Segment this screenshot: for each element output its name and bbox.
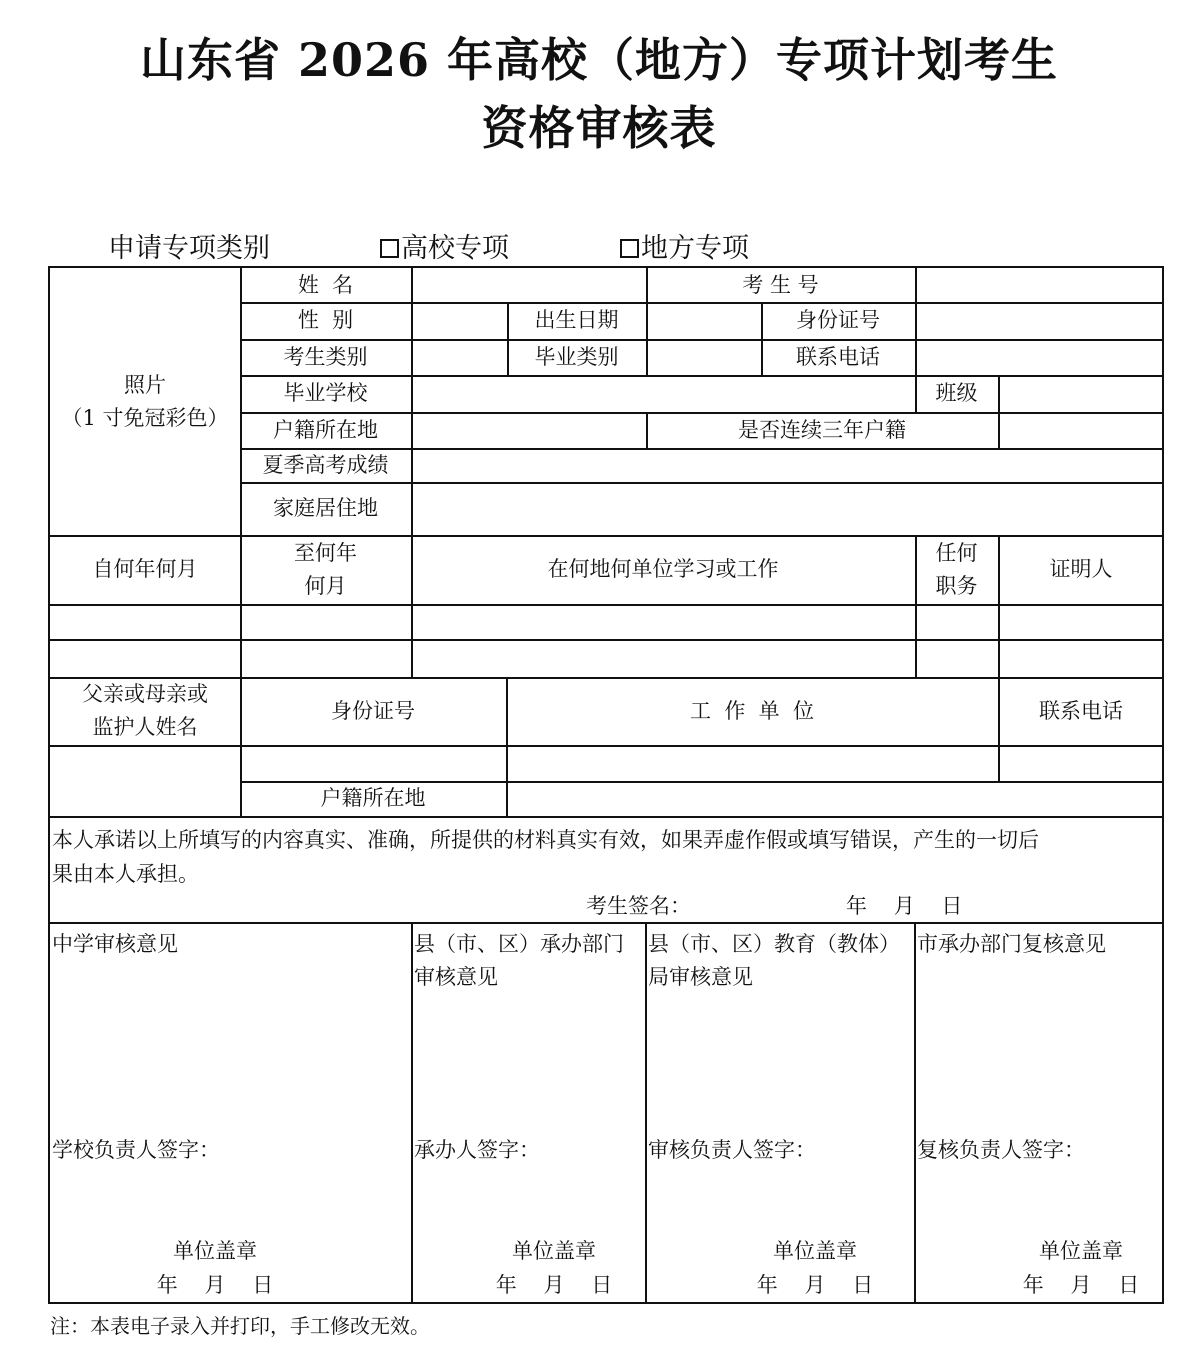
parent-id-label: 身份证号 [331, 698, 415, 723]
review-county-edu-date: 年 月 日 [756, 1272, 874, 1297]
history-duty-label [915, 535, 998, 604]
category-option-label: 地方专项 [641, 233, 749, 264]
review-county-dept-date: 年 月 日 [495, 1272, 613, 1297]
parent-name-label [50, 677, 240, 745]
grid-line [915, 268, 917, 302]
hukou-label: 户籍所在地 [273, 417, 378, 442]
form-table [48, 266, 1164, 1304]
three-years-label: 是否连续三年户籍 [738, 417, 906, 442]
footer-note: 注：本表电子录入并打印，手工修改无效。 [50, 1314, 430, 1338]
student-type-label: 考生类别 [283, 344, 368, 369]
grid-line [50, 639, 1164, 641]
promise-line1: 本人承诺以上所填写的内容真实、准确，所提供的材料真实有效，如果弄虚作假或填写错误，产生的一切后 [52, 828, 1039, 852]
review-county-dept-title: 县（市、区）承办部门 [414, 932, 624, 956]
class-label: 班级 [935, 381, 978, 406]
photo-note: （1 寸免冠彩色） [61, 405, 229, 430]
checkbox-local[interactable] [620, 239, 639, 258]
category-option-local[interactable] [620, 226, 749, 265]
photo-box[interactable] [50, 268, 240, 535]
category-option-label: 高校专项 [401, 233, 509, 264]
review-school-seal: 单位盖章 [173, 1238, 257, 1263]
review-school-signer: 学校负责人签字： [52, 1138, 220, 1162]
history-to-line1: 至何年 [294, 540, 357, 565]
student-signature-date: 年 月 日 [846, 894, 963, 918]
parent-work-unit-label: 工 作 单 位 [689, 698, 815, 723]
phone-label: 联系电话 [796, 344, 880, 369]
promise-line2: 果由本人承担。 [52, 862, 199, 886]
checkbox-university[interactable] [380, 239, 399, 258]
parent-phone-label: 联系电话 [1039, 698, 1123, 723]
parent-name-line2: 监护人姓名 [92, 715, 198, 739]
student-signature-label: 考生签名： [586, 894, 691, 918]
review-city-date: 年 月 日 [1022, 1272, 1140, 1297]
form-title: 山东省 2026 年高校（地方）专项计划考生 [139, 33, 1059, 87]
grid-line [998, 375, 1000, 448]
grid-line [50, 816, 1164, 818]
history-duty-line2: 职务 [935, 573, 978, 598]
review-county-dept-seal: 单位盖章 [512, 1238, 596, 1263]
history-duty-line1: 任何 [935, 540, 978, 565]
parent-hukou-label: 户籍所在地 [320, 786, 426, 811]
grid-line [915, 302, 917, 375]
id-no-label: 身份证号 [796, 308, 880, 333]
history-from-label: 自何年何月 [92, 557, 198, 582]
history-to-label [240, 535, 411, 604]
grid-line [50, 604, 1164, 606]
review-county-dept-signer: 承办人签字： [414, 1138, 540, 1162]
category-option-university[interactable] [380, 226, 509, 265]
grid-line [50, 745, 1164, 747]
parent-name-line1: 父亲或母亲或 [82, 682, 208, 707]
address-label: 家庭居住地 [273, 496, 378, 521]
review-school-title: 中学审核意见 [52, 932, 178, 956]
category-label: 申请专项类别 [108, 233, 270, 264]
review-city-title: 市承办部门复核意见 [917, 932, 1106, 956]
review-county-edu-title: 县（市、区）教育（教体） [648, 932, 900, 956]
exam-no-label: 考 生 号 [742, 272, 819, 297]
history-witness-label: 证明人 [1049, 557, 1113, 582]
birth-date-label: 出生日期 [534, 308, 619, 333]
grid-line [411, 268, 413, 535]
photo-label: 照片 [123, 372, 166, 397]
graduate-type-label: 毕业类别 [534, 344, 619, 369]
review-school-date: 年 月 日 [156, 1272, 274, 1297]
review-city-signer: 复核负责人签字： [917, 1138, 1085, 1162]
review-county-edu-signer: 审核负责人签字： [648, 1138, 816, 1162]
review-city-seal: 单位盖章 [1039, 1238, 1123, 1263]
score-label: 夏季高考成绩 [262, 452, 389, 477]
review-county-edu-seal: 单位盖章 [773, 1238, 857, 1263]
name-label: 姓 名 [297, 272, 354, 297]
gender-label: 性 别 [297, 308, 354, 333]
form-subtitle: 资格审核表 [481, 101, 717, 155]
history-to-line2: 何月 [304, 573, 347, 598]
review-county-edu-title2: 局审核意见 [648, 965, 753, 989]
school-label: 毕业学校 [283, 381, 368, 406]
review-county-dept-title2: 审核意见 [414, 965, 498, 989]
history-where-label: 在何地何单位学习或工作 [547, 557, 779, 582]
